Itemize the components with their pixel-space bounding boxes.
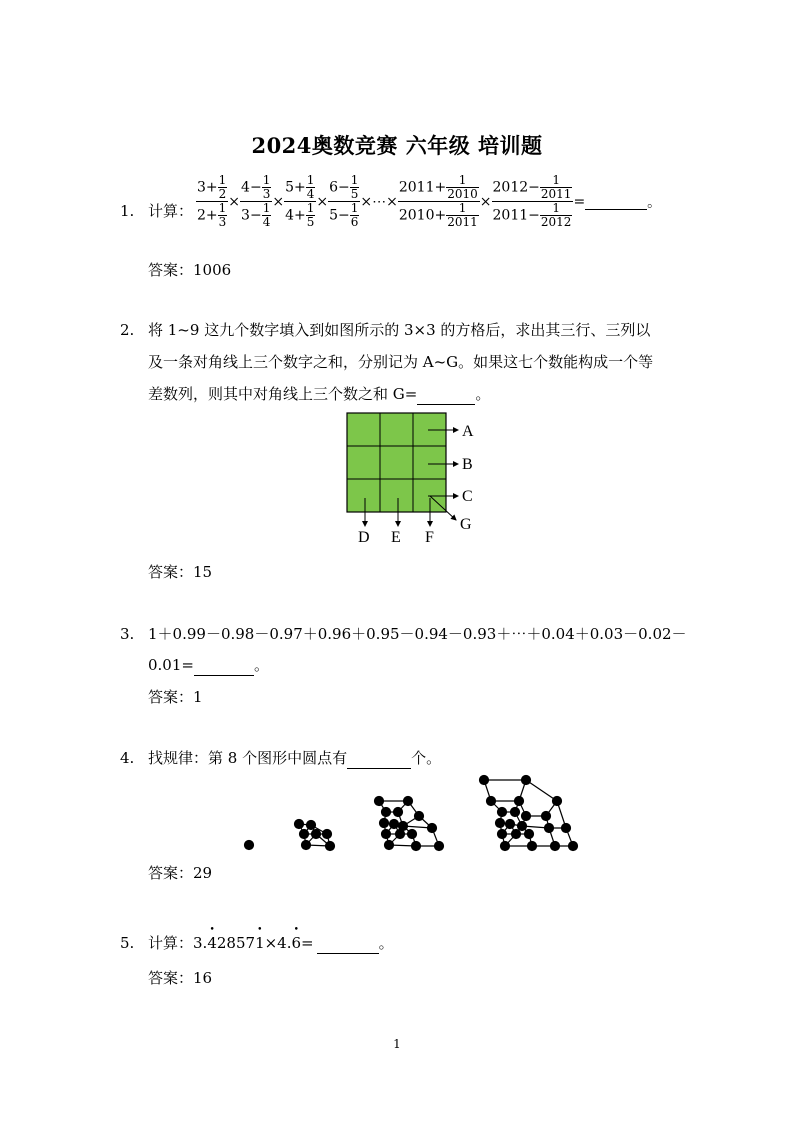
dot-figure-3	[375, 797, 444, 851]
q3-number: 3.	[120, 625, 135, 643]
dot	[245, 841, 254, 850]
times-sign: ×	[272, 193, 285, 210]
times-sign: ×	[316, 193, 329, 210]
magic-square-figure	[340, 408, 490, 548]
label-a: A	[462, 423, 474, 440]
q2-line-3: 差数列，则其中对角线上三个数之和 G= 。	[148, 385, 491, 403]
dot-figure-2	[295, 820, 335, 851]
answer-blank	[194, 655, 254, 676]
q1-expression	[196, 174, 661, 229]
q2-number: 2.	[120, 321, 135, 339]
dot-pattern-figure	[236, 768, 586, 858]
q4-text: 找规律：第 8 个图形中圆点有 个。	[148, 749, 442, 767]
period: 。	[647, 194, 662, 211]
answer-blank	[585, 193, 647, 210]
label-b: B	[462, 456, 473, 473]
ellipsis: ×⋯×	[360, 193, 398, 210]
q1-term-1: 3+ $\frac{1}{2}$ 2+ $\frac{1}{3}$	[197, 173, 227, 229]
q4-answer: 答案：29	[148, 864, 213, 882]
answer-blank	[347, 748, 411, 769]
repeating-dot-digit: • 6	[292, 933, 302, 953]
label-f: F	[425, 529, 434, 546]
q5-answer: 答案：16	[148, 969, 213, 987]
q3-line-1: 1＋0.99－0.98－0.97＋0.96＋0.95－0.94－0.93＋⋯＋0.04＋0.03－0.02－	[148, 625, 687, 643]
repeating-dot-digit: • 1	[255, 933, 265, 953]
q5-expression: 计算：3.• 42857• 1×4.• 6= 。	[148, 933, 394, 954]
q2-line-1: 将 1~9 这九个数字填入到如图所示的 3×3 的方格后，求出其三行、三列以	[148, 321, 651, 339]
q1-term-3: 5+ $\frac{1}{4}$ 4+ $\frac{1}{5}$	[285, 173, 315, 229]
q2-answer: 答案：15	[148, 563, 213, 581]
page-title: 2024奥数竞赛 六年级 培训题	[251, 133, 543, 158]
q1-term-2: 4− $\frac{1}{3}$ 3− $\frac{1}{4}$	[241, 173, 271, 229]
repeating-dot-digit: • 4	[207, 933, 217, 953]
q3-answer: 答案：1	[148, 688, 203, 706]
q1-term-4: 6− $\frac{1}{5}$ 5− $\frac{1}{6}$	[329, 173, 359, 229]
q1-answer: 答案：1006	[148, 261, 232, 279]
times-sign: ×	[479, 193, 492, 210]
q1-number: 1.	[120, 202, 135, 220]
q1-term-6: 2012− $\frac{1}{2011}$ 2011− $\frac{1}{2012}$	[492, 173, 572, 229]
page-number: 1	[393, 1037, 401, 1051]
label-e: E	[391, 529, 401, 546]
dot-figure-4	[480, 776, 578, 851]
label-d: D	[358, 529, 370, 546]
q4-number: 4.	[120, 749, 135, 767]
q1-term-5: 2011+ $\frac{1}{2010}$ 2010+ $\frac{1}{2011}$	[398, 173, 478, 229]
times-sign: ×	[228, 193, 241, 210]
answer-blank	[317, 933, 379, 954]
label-g: G	[460, 516, 472, 533]
q5-number: 5.	[120, 934, 135, 952]
q3-line-2: 0.01= 。	[148, 656, 269, 674]
q1-prefix: 计算：	[148, 202, 194, 220]
equals-sign: =	[573, 193, 586, 210]
label-c: C	[462, 488, 473, 505]
q2-line-2: 及一条对角线上三个数字之和，分别记为 A~G。如果这七个数能构成一个等	[148, 353, 654, 371]
answer-blank	[417, 384, 475, 405]
